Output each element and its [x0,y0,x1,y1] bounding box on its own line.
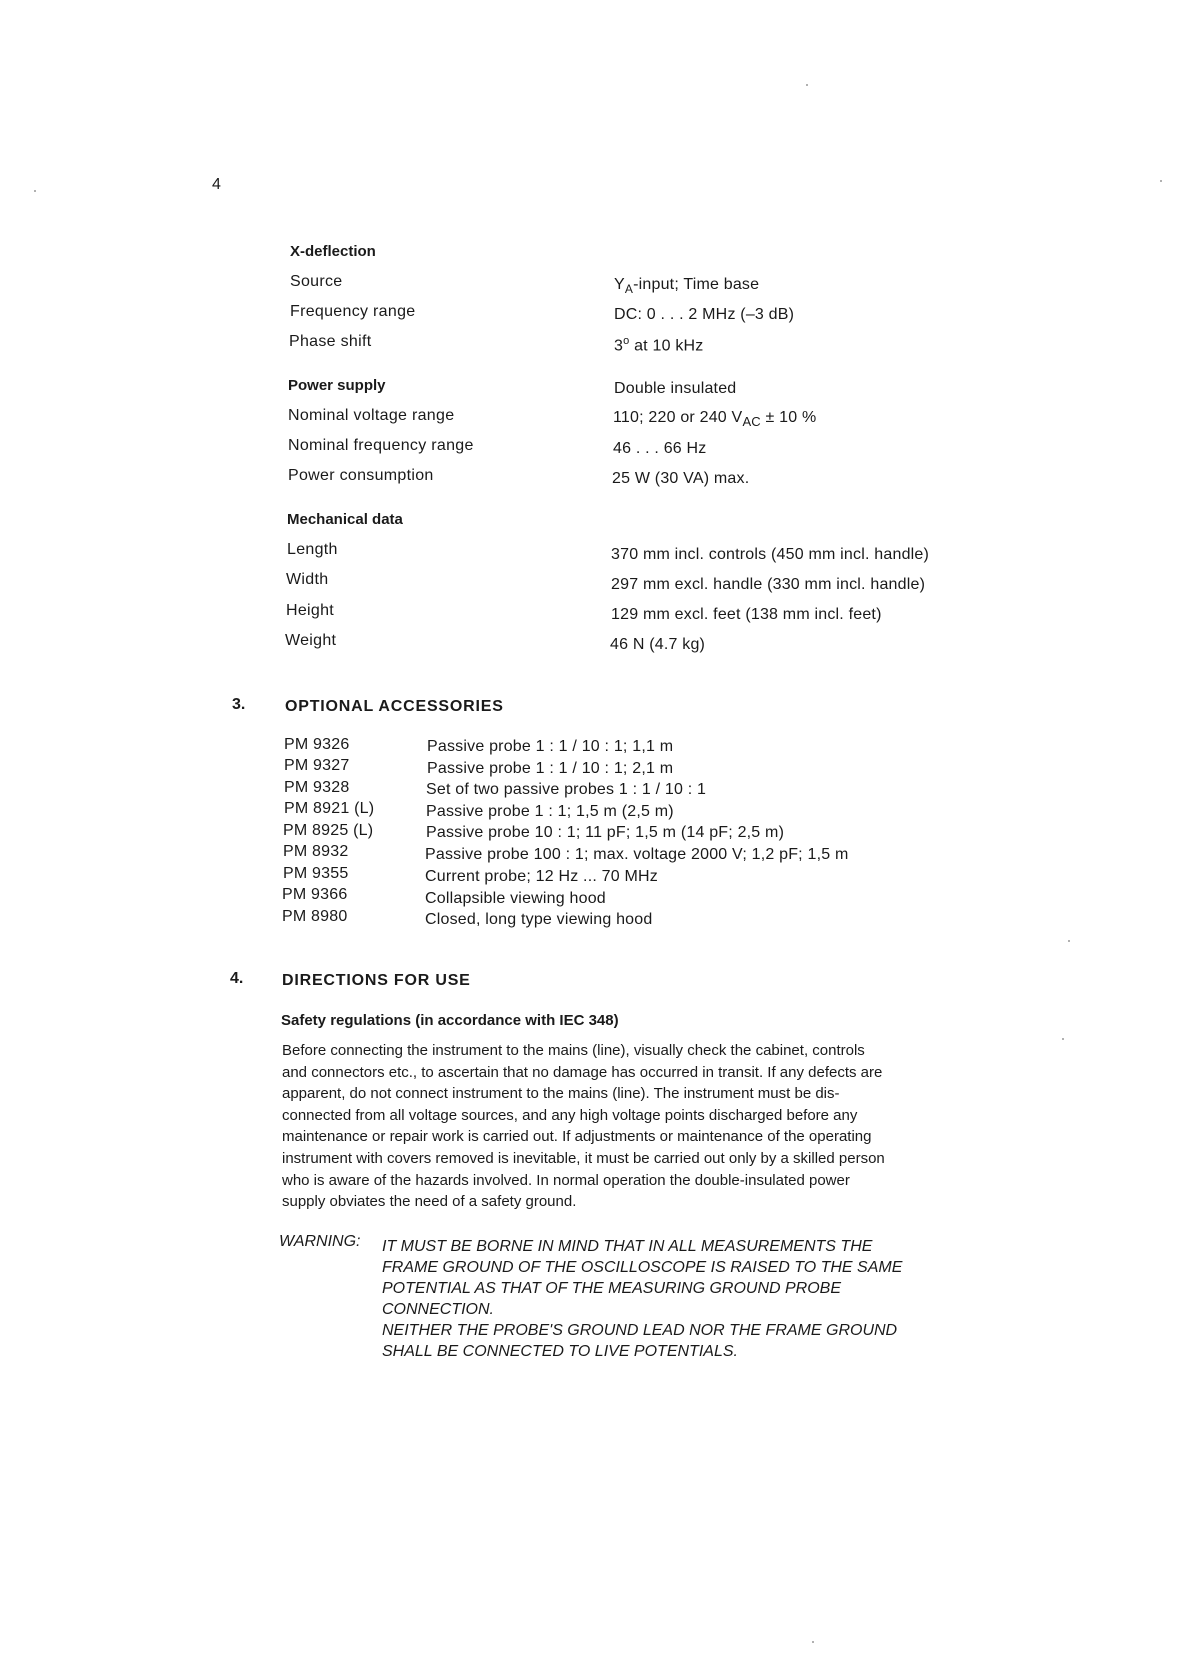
scan-speck [1160,180,1162,182]
spec-value-weight: 46 N (4.7 kg) [610,636,706,653]
accessory-code: PM 8925 (L) [283,822,374,839]
safety-paragraph: Before connecting the instrument to the mains (line), visually check the cabinet, controls and connectors etc., to ascertain that no damage has occurred in transit. If any defects are apparent, do not connect instrument to the mains (line). The instrument must be dis- connected from all voltage sources, and any high voltage points discharged before any maintenance or repair work is carried out. If adjustments or maintenance of the operating instrument with covers removed is inevitable, it must be carried out only by a skilled person who is aware of the hazards involved. In normal operation the double-insulated power supply obviates the need of a safety ground. [282,1042,885,1211]
section-title-directions: DIRECTIONS FOR USE [282,972,471,989]
accessory-code: PM 9326 [284,736,350,753]
spec-label-nominal-frequency: Nominal frequency range [288,437,474,454]
mechanical-data-heading: Mechanical data [287,511,403,528]
accessory-description: Collapsible viewing hood [425,890,606,907]
power-supply-type: Double insulated [614,380,737,397]
accessory-description: Current probe; 12 Hz ... 70 MHz [425,868,658,885]
spec-value-height: 129 mm excl. feet (138 mm incl. feet) [611,606,882,623]
accessory-code: PM 9355 [283,865,349,882]
accessory-code: PM 9366 [282,886,348,903]
spec-value-phase-shift: 3$^o$ at 10 kHz [614,335,704,355]
safety-regulations-heading: Safety regulations (in accordance with IEC 348) [281,1012,619,1029]
scan-speck [34,190,36,192]
scan-speck [806,84,808,86]
spec-label-length: Length [287,541,338,558]
xdeflection-heading: X-deflection [290,243,376,260]
section-number-directions: 4. [230,970,244,987]
spec-label-frequency-range: Frequency range [290,303,416,320]
accessory-description: Passive probe 1 : 1; 1,5 m (2,5 m) [426,803,674,820]
spec-label-height: Height [286,602,335,619]
accessory-code: PM 8921 (L) [284,800,375,817]
accessory-description: Passive probe 10 : 1; 11 pF; 1,5 m (14 pF; 2,5 m) [426,824,785,841]
scan-speck [1062,1038,1064,1040]
page-number: 4 [212,176,222,193]
spec-label-source: Source [290,273,343,290]
spec-label-power-consumption: Power consumption [288,467,434,484]
accessory-description: Closed, long type viewing hood [425,911,653,928]
warning-text: IT MUST BE BORNE IN MIND THAT IN ALL MEASUREMENTS THE FRAME GROUND OF THE OSCILLOSCOPE IS RAISED TO THE SAME POTENTIAL AS THAT OF THE MEASURING GROUND PROBE CONNECTION. NEITHER THE PROBE'S GROUND LEAD NOR THE FRAME GROUND SHALL BE CONNECTED TO LIVE POTENTIALS. [382,1238,903,1360]
spec-value-width: 297 mm excl. handle (330 mm incl. handle) [611,576,926,593]
spec-label-width: Width [286,571,329,588]
accessory-description: Passive probe 1 : 1 / 10 : 1; 1,1 m [427,738,674,755]
spec-value-nominal-voltage: 110; 220 or 240 $V_{AC} \pm 10$ % [613,409,817,430]
spec-value-length: 370 mm incl. controls (450 mm incl. handle) [611,546,930,563]
spec-label-nominal-voltage: Nominal voltage range [288,407,455,424]
accessory-description: Passive probe 100 : 1; max. voltage 2000 V; 1,2 pF; 1,5 m [425,846,849,863]
accessory-code: PM 9328 [284,779,350,796]
scan-speck [812,1641,814,1643]
spec-value-nominal-frequency: 46 . . . 66 Hz [613,440,707,457]
spec-value-power-consumption: 25 W (30 VA) max. [612,470,750,487]
spec-value-source: $Y_A$-input; Time base [614,276,760,297]
section-title-accessories: OPTIONAL ACCESSORIES [285,698,504,715]
accessory-code: PM 8980 [282,908,348,925]
scan-speck [1068,940,1070,942]
spec-value-frequency-range: DC: 0 . . . 2 MHz (–3 dB) [614,306,795,323]
accessory-code: PM 9327 [284,757,350,774]
spec-label-phase-shift: Phase shift [289,333,372,350]
warning-label: WARNING: [279,1233,361,1250]
accessory-code: PM 8932 [283,843,349,860]
spec-label-weight: Weight [285,632,337,649]
section-number-accessories: 3. [232,696,246,713]
power-supply-heading: Power supply [288,377,386,394]
accessory-description: Passive probe 1 : 1 / 10 : 1; 2,1 m [427,760,674,777]
accessory-description: Set of two passive probes 1 : 1 / 10 : 1 [426,781,707,798]
